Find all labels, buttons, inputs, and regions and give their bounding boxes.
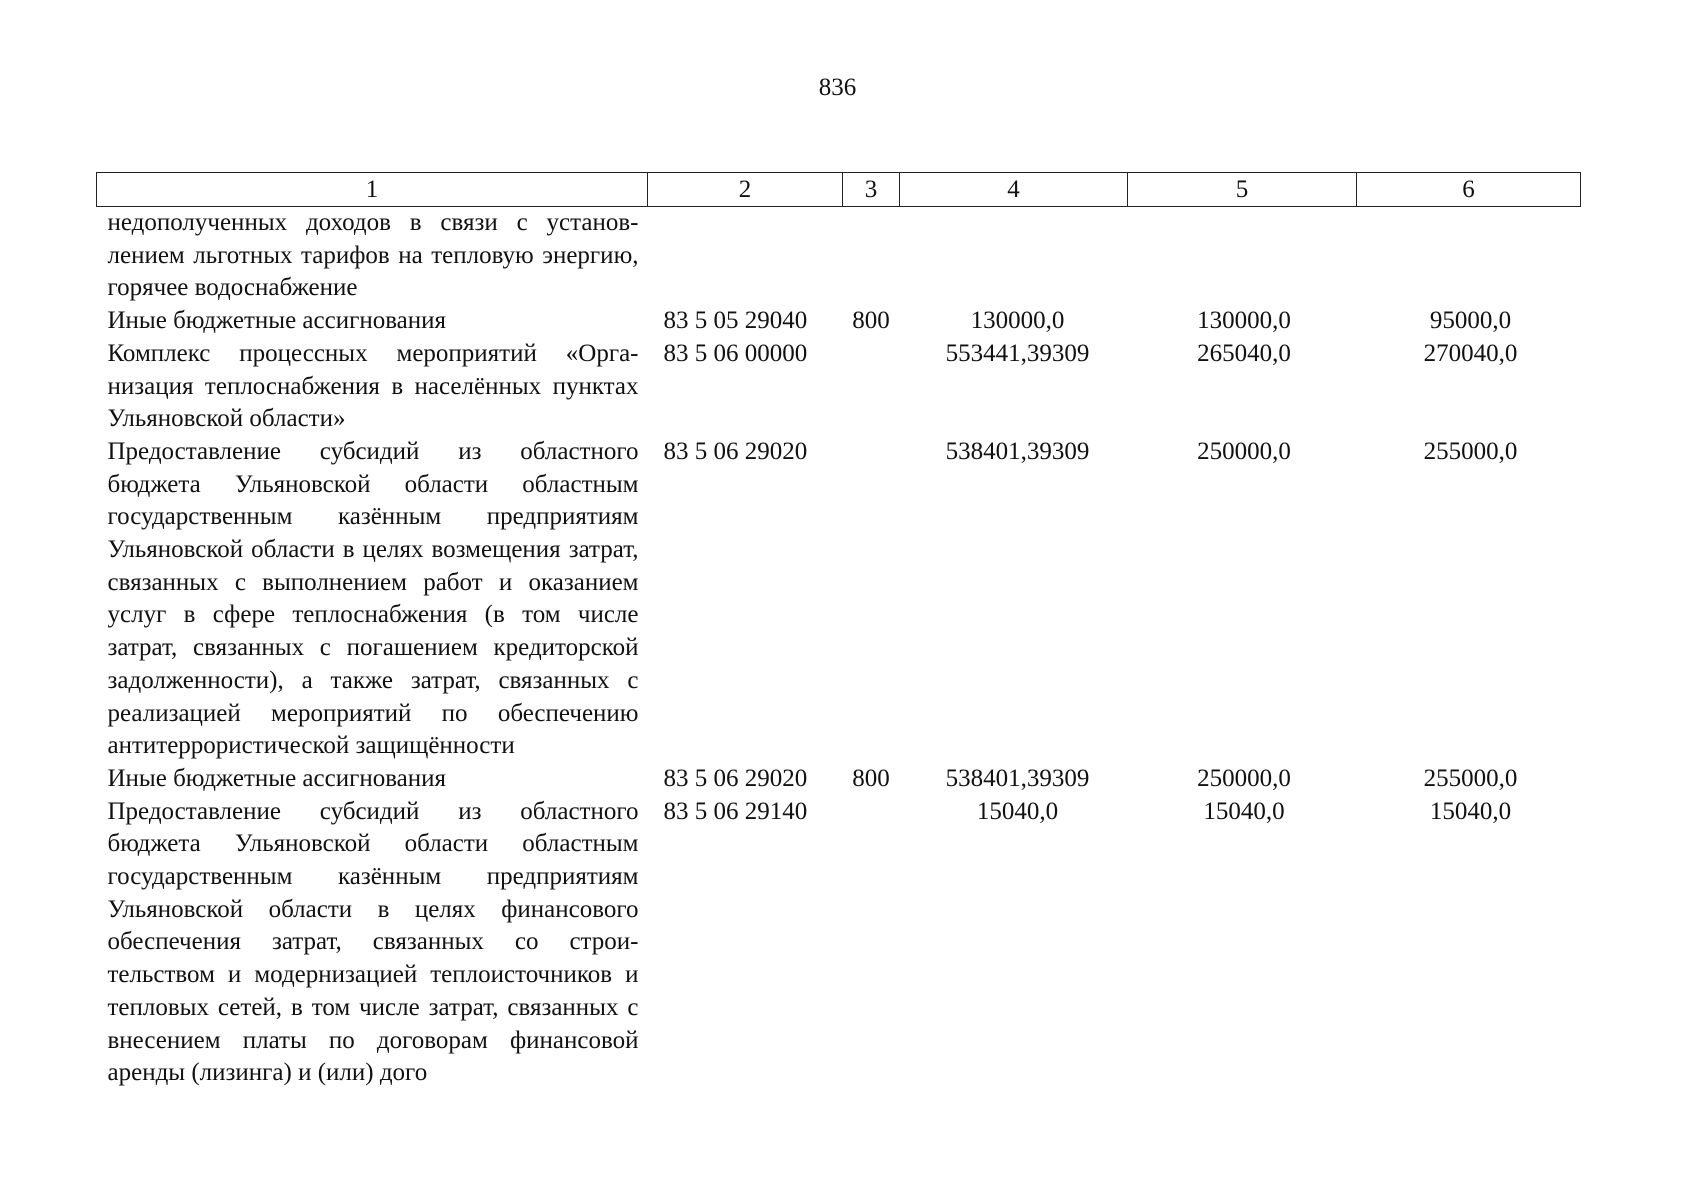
row-group: [843, 436, 900, 763]
row-value-4: 538401,39309: [945, 437, 1090, 465]
row-value-6: 15040,0: [1429, 797, 1512, 825]
row-value-4: 15040,0: [976, 797, 1059, 825]
header-col-3: 3: [843, 173, 900, 207]
row-name: Предоставление субсидий из областного бюджета Ульяновской области областным государственным казённым предприятиям Ульяновской области в целях финансового обеспечения затрат, связанных со строительством и модернизацией теплоисточников и тепловых сетей, в том числе затрат, связанных с внесением платы по договорам финансовой аренды (лизинга) и (или) дого: [107, 797, 639, 1087]
row-code: 83 5 05 29040: [663, 307, 808, 335]
row-group: [843, 796, 900, 1090]
header-col-6: 6: [1357, 173, 1581, 207]
row-value-5: [1128, 207, 1357, 306]
budget-table-container: [96, 172, 1580, 1090]
row-group: 800: [852, 764, 890, 792]
row-value-5: 130000,0: [1197, 307, 1291, 335]
row-name: Предоставление субсидий из областного бюджета Ульяновской области областным государственным казённым предприятиям Ульяновской области в целях возмещения затрат, связанных с выполнением работ и оказанием услуг в сфере теплоснабжения (в том числе затрат, связанных с погашением кредиторской задолженности), а также затрат, связанных с реализацией мероприятий по обеспечению антитеррористической защищённости: [107, 437, 639, 760]
row-code: 83 5 06 29020: [663, 764, 808, 792]
table-row: [97, 763, 1581, 796]
row-value-5: 250000,0: [1197, 764, 1291, 792]
header-col-4: 4: [900, 173, 1128, 207]
row-value-5: 265040,0: [1197, 339, 1291, 367]
header-col-2: 2: [648, 173, 843, 207]
row-value-5: 15040,0: [1203, 797, 1285, 825]
row-group: [843, 338, 900, 436]
table-row: [97, 305, 1581, 338]
row-code: 83 5 06 29140: [663, 797, 808, 825]
table-header-row: [97, 173, 1581, 207]
row-name: Комплекс процессных мероприятий «Организация теплоснабжения в населённых пунктах Ульяновской области»: [107, 339, 639, 433]
row-name: Иные бюджетные ассигнования: [107, 307, 447, 335]
page-number: 836: [818, 74, 857, 101]
row-code: [648, 207, 843, 306]
table-row: [97, 338, 1581, 436]
header-col-5: 5: [1128, 173, 1357, 207]
row-group: 800: [852, 307, 890, 335]
row-value-6: 270040,0: [1423, 339, 1518, 367]
table-row: [97, 436, 1581, 763]
row-value-4: [900, 207, 1128, 306]
row-group: [843, 207, 900, 306]
budget-table: [96, 172, 1581, 1090]
row-value-5: 250000,0: [1197, 437, 1291, 465]
row-value-4: 538401,39309: [945, 764, 1090, 792]
row-value-6: 255000,0: [1423, 764, 1518, 792]
row-value-4: 130000,0: [970, 307, 1065, 335]
row-value-6: 95000,0: [1429, 307, 1512, 335]
table-row: [97, 796, 1581, 1090]
row-value-6: [1357, 207, 1581, 306]
row-value-6: 255000,0: [1423, 437, 1518, 465]
row-name: недополученных доходов в связи с установлением льготных тарифов на тепловую энергию, горячее водоснабжение: [107, 209, 639, 302]
row-name: Иные бюджетные ассигнования: [107, 764, 447, 792]
row-code: 83 5 06 29020: [663, 437, 808, 465]
row-value-4: 553441,39309: [945, 339, 1090, 367]
table-row: [97, 207, 1581, 306]
header-col-1: 1: [97, 173, 648, 207]
row-code: 83 5 06 00000: [663, 339, 808, 367]
